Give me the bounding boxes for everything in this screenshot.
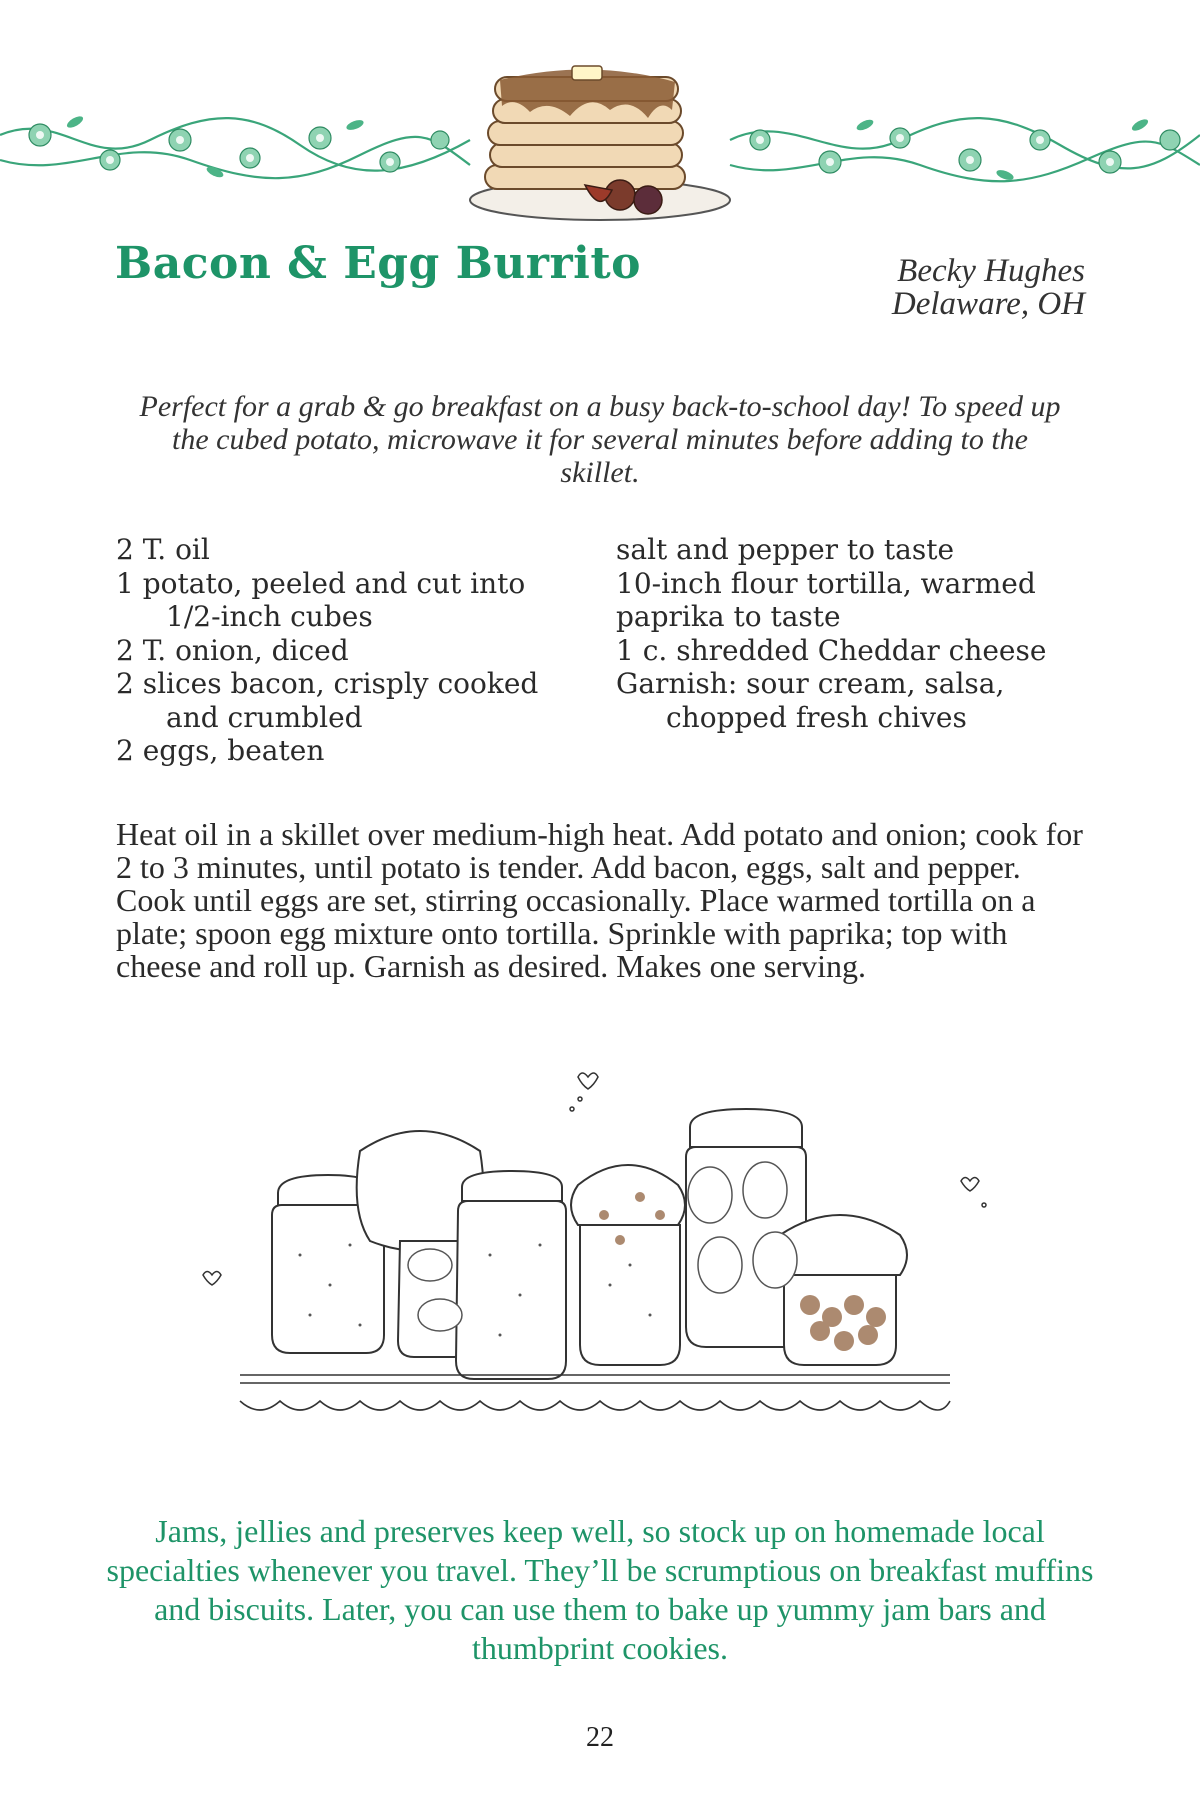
ingredient-item: 2 eggs, beaten bbox=[116, 734, 325, 767]
ingredient-item: 2 T. onion, diced bbox=[116, 633, 349, 667]
author-name: Becky Hughes bbox=[897, 253, 1085, 289]
ingredients-list-left bbox=[116, 533, 586, 768]
jam-jars-icon bbox=[272, 1109, 907, 1379]
ingredient-item: salt and pepper to taste bbox=[616, 533, 955, 566]
recipe-intro: Perfect for a grab & go breakfast on a busy back-to-school day! To speed up the cubed potato, microwave it for several minutes before adding to the skillet. bbox=[139, 390, 1061, 489]
ingredients-list-right bbox=[616, 533, 1096, 734]
page-number: 22 bbox=[586, 1722, 614, 1753]
ingredient-item: 1 potato, peeled and cut into 1/2-inch cubes bbox=[116, 566, 526, 633]
ingredient-item: 2 slices bacon, crisply cooked and crumbled bbox=[116, 667, 539, 734]
jam-jars-illustration bbox=[200, 1065, 1000, 1465]
ingredient-item: 1 c. shredded Cheddar cheese bbox=[616, 633, 1047, 667]
author-location: Delaware, OH bbox=[891, 286, 1085, 322]
recipe-title: Bacon & Egg Burrito bbox=[115, 238, 642, 289]
ingredient-item: paprika to taste bbox=[616, 600, 841, 633]
recipe-directions: Heat oil in a skillet over medium-high heat. Add potato and onion; cook for 2 to 3 minutes, until potato is tender. Add bacon, eggs, salt and pepper. Cook until eggs are set, stirring occasionally. Place warmed tortilla on a plate; spoon egg mixture onto tortilla. Sprinkle with paprika; top with cheese and roll up. Garnish as desired. Makes one serving. bbox=[116, 816, 1083, 984]
ingredient-item: 2 T. oil bbox=[116, 533, 210, 566]
tip-text: Jams, jellies and preserves keep well, so stock up on homemade local specialties whenever you travel. They’ll be scrumptious on breakfast muffins and biscuits. Later, you can use them to bake up yummy jam bars and thumbprint cookies. bbox=[106, 1513, 1094, 1666]
author-credit bbox=[892, 255, 1085, 321]
pancake-banner-illustration bbox=[0, 40, 1200, 230]
ingredient-item: Garnish: sour cream, salsa, chopped fresh chives bbox=[616, 667, 1005, 734]
lace-doily-icon bbox=[240, 1375, 950, 1410]
ingredient-item: 10-inch flour tortilla, warmed bbox=[616, 566, 1036, 600]
